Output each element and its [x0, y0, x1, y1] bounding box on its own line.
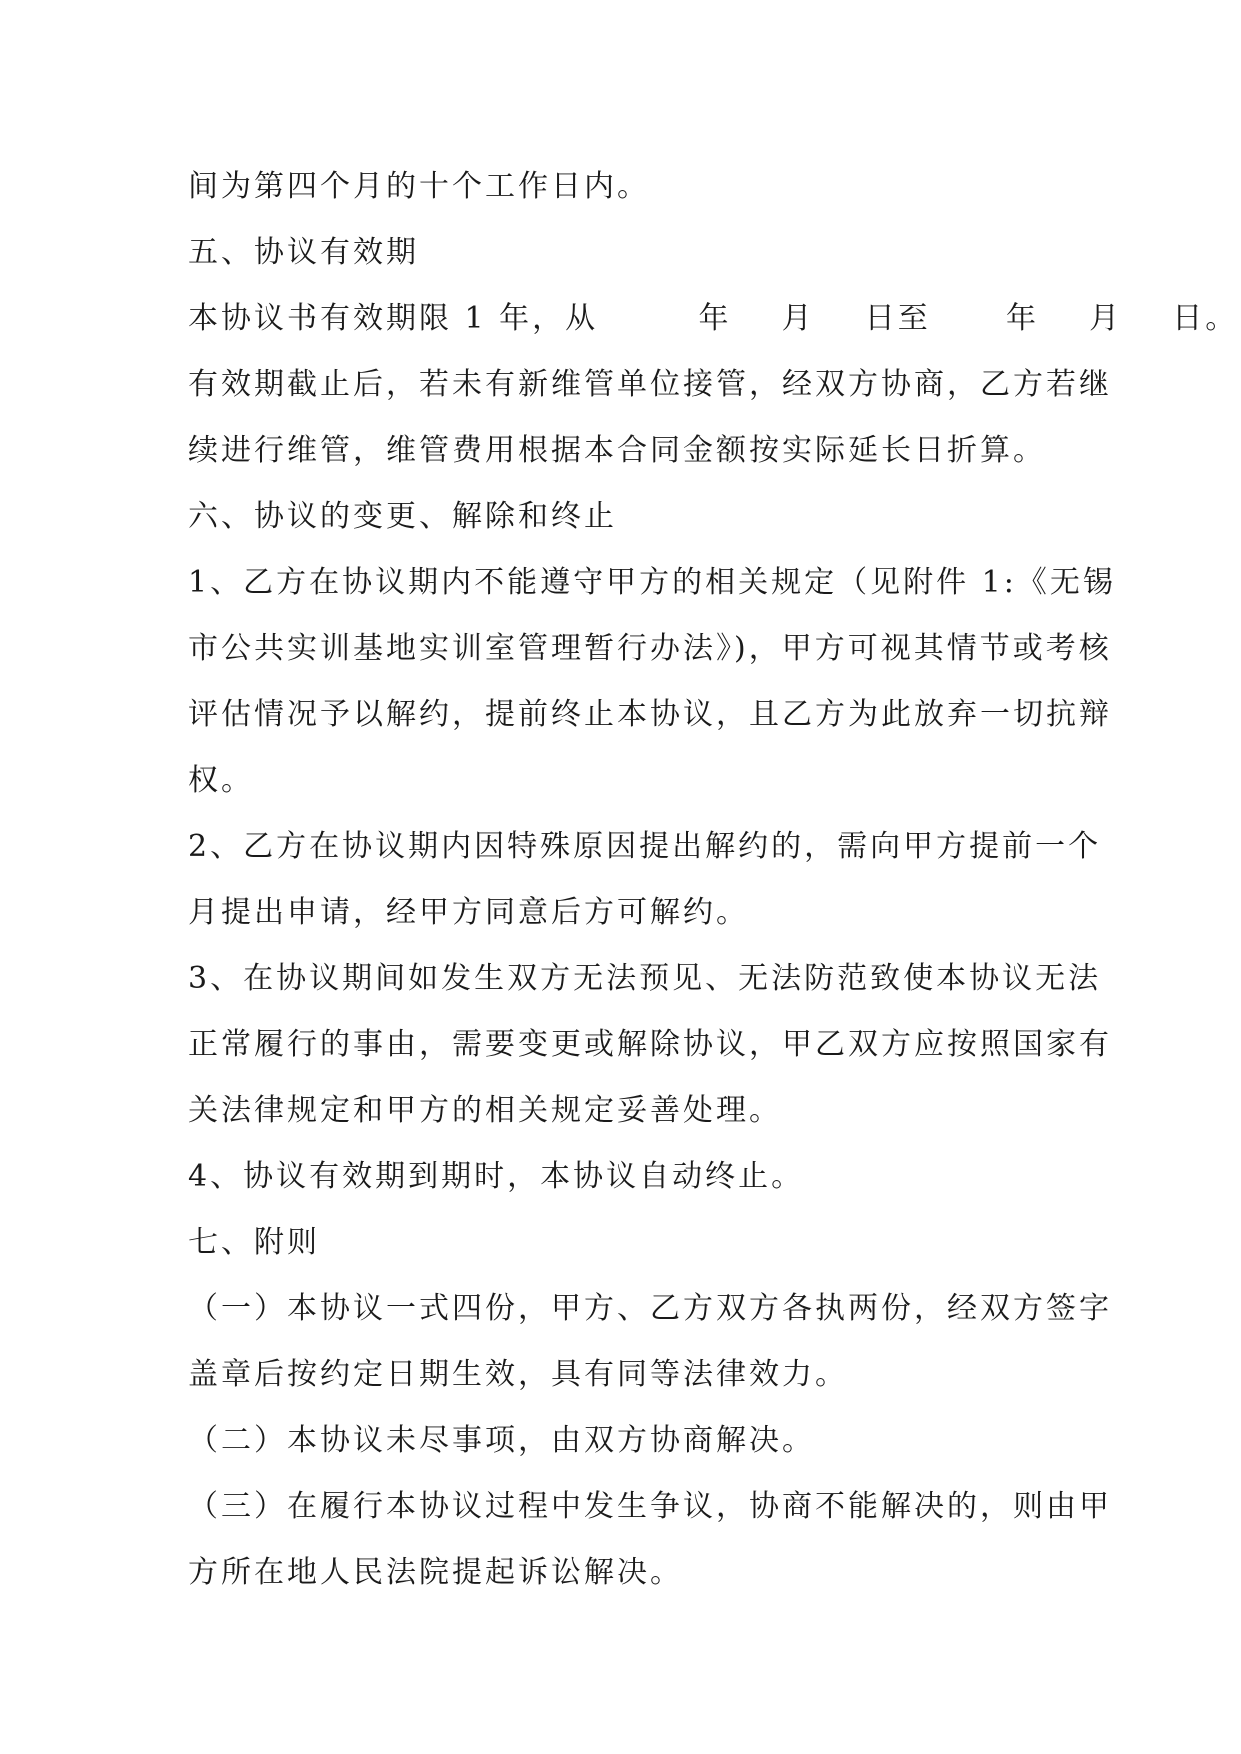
paragraph-line: 2、乙方在协议期内因特殊原因提出解约的，需向甲方提前一个 — [188, 829, 1102, 864]
paragraph-line: 续进行维管，维管费用根据本合同金额按实际延长日折算。 — [188, 433, 1046, 468]
paragraph-line: （三）在履行本协议过程中发生争议，协商不能解决的，则由甲 — [188, 1489, 1112, 1524]
section-heading: 六、协议的变更、解除和终止 — [188, 499, 617, 534]
paragraph-line: 方所在地人民法院提起诉讼解决。 — [188, 1555, 683, 1590]
paragraph-line: 4、协议有效期到期时，本协议自动终止。 — [188, 1159, 805, 1194]
section-heading: 七、附则 — [188, 1225, 320, 1260]
paragraph-line: 本协议书有效期限 1 年，从 年 月 日至 年 月 日。 — [188, 301, 1239, 336]
paragraph-line: （一）本协议一式四份，甲方、乙方双方各执两份，经双方签字 — [188, 1291, 1112, 1326]
paragraph-line: 月提出申请，经甲方同意后方可解约。 — [188, 895, 749, 930]
paragraph-line: 正常履行的事由，需要变更或解除协议，甲乙双方应按照国家有 — [188, 1027, 1112, 1062]
paragraph-line: 盖章后按约定日期生效，具有同等法律效力。 — [188, 1357, 848, 1392]
paragraph-line: （二）本协议未尽事项，由双方协商解决。 — [188, 1423, 815, 1458]
paragraph-line: 评估情况予以解约，提前终止本协议，且乙方为此放弃一切抗辩 — [188, 697, 1112, 732]
section-heading: 五、协议有效期 — [188, 235, 419, 270]
paragraph-line: 间为第四个月的十个工作日内。 — [188, 169, 650, 204]
paragraph-line: 3、在协议期间如发生双方无法预见、无法防范致使本协议无法 — [188, 961, 1102, 996]
paragraph-line: 市公共实训基地实训室管理暂行办法》)，甲方可视其情节或考核 — [188, 631, 1112, 666]
paragraph-line: 有效期截止后，若未有新维管单位接管，经双方协商，乙方若继 — [188, 367, 1112, 402]
document-body — [188, 154, 1239, 1606]
paragraph-line: 权。 — [188, 763, 254, 798]
paragraph-line: 1、乙方在协议期内不能遵守甲方的相关规定（见附件 1:《无锡 — [188, 565, 1116, 600]
paragraph-line: 关法律规定和甲方的相关规定妥善处理。 — [188, 1093, 782, 1128]
